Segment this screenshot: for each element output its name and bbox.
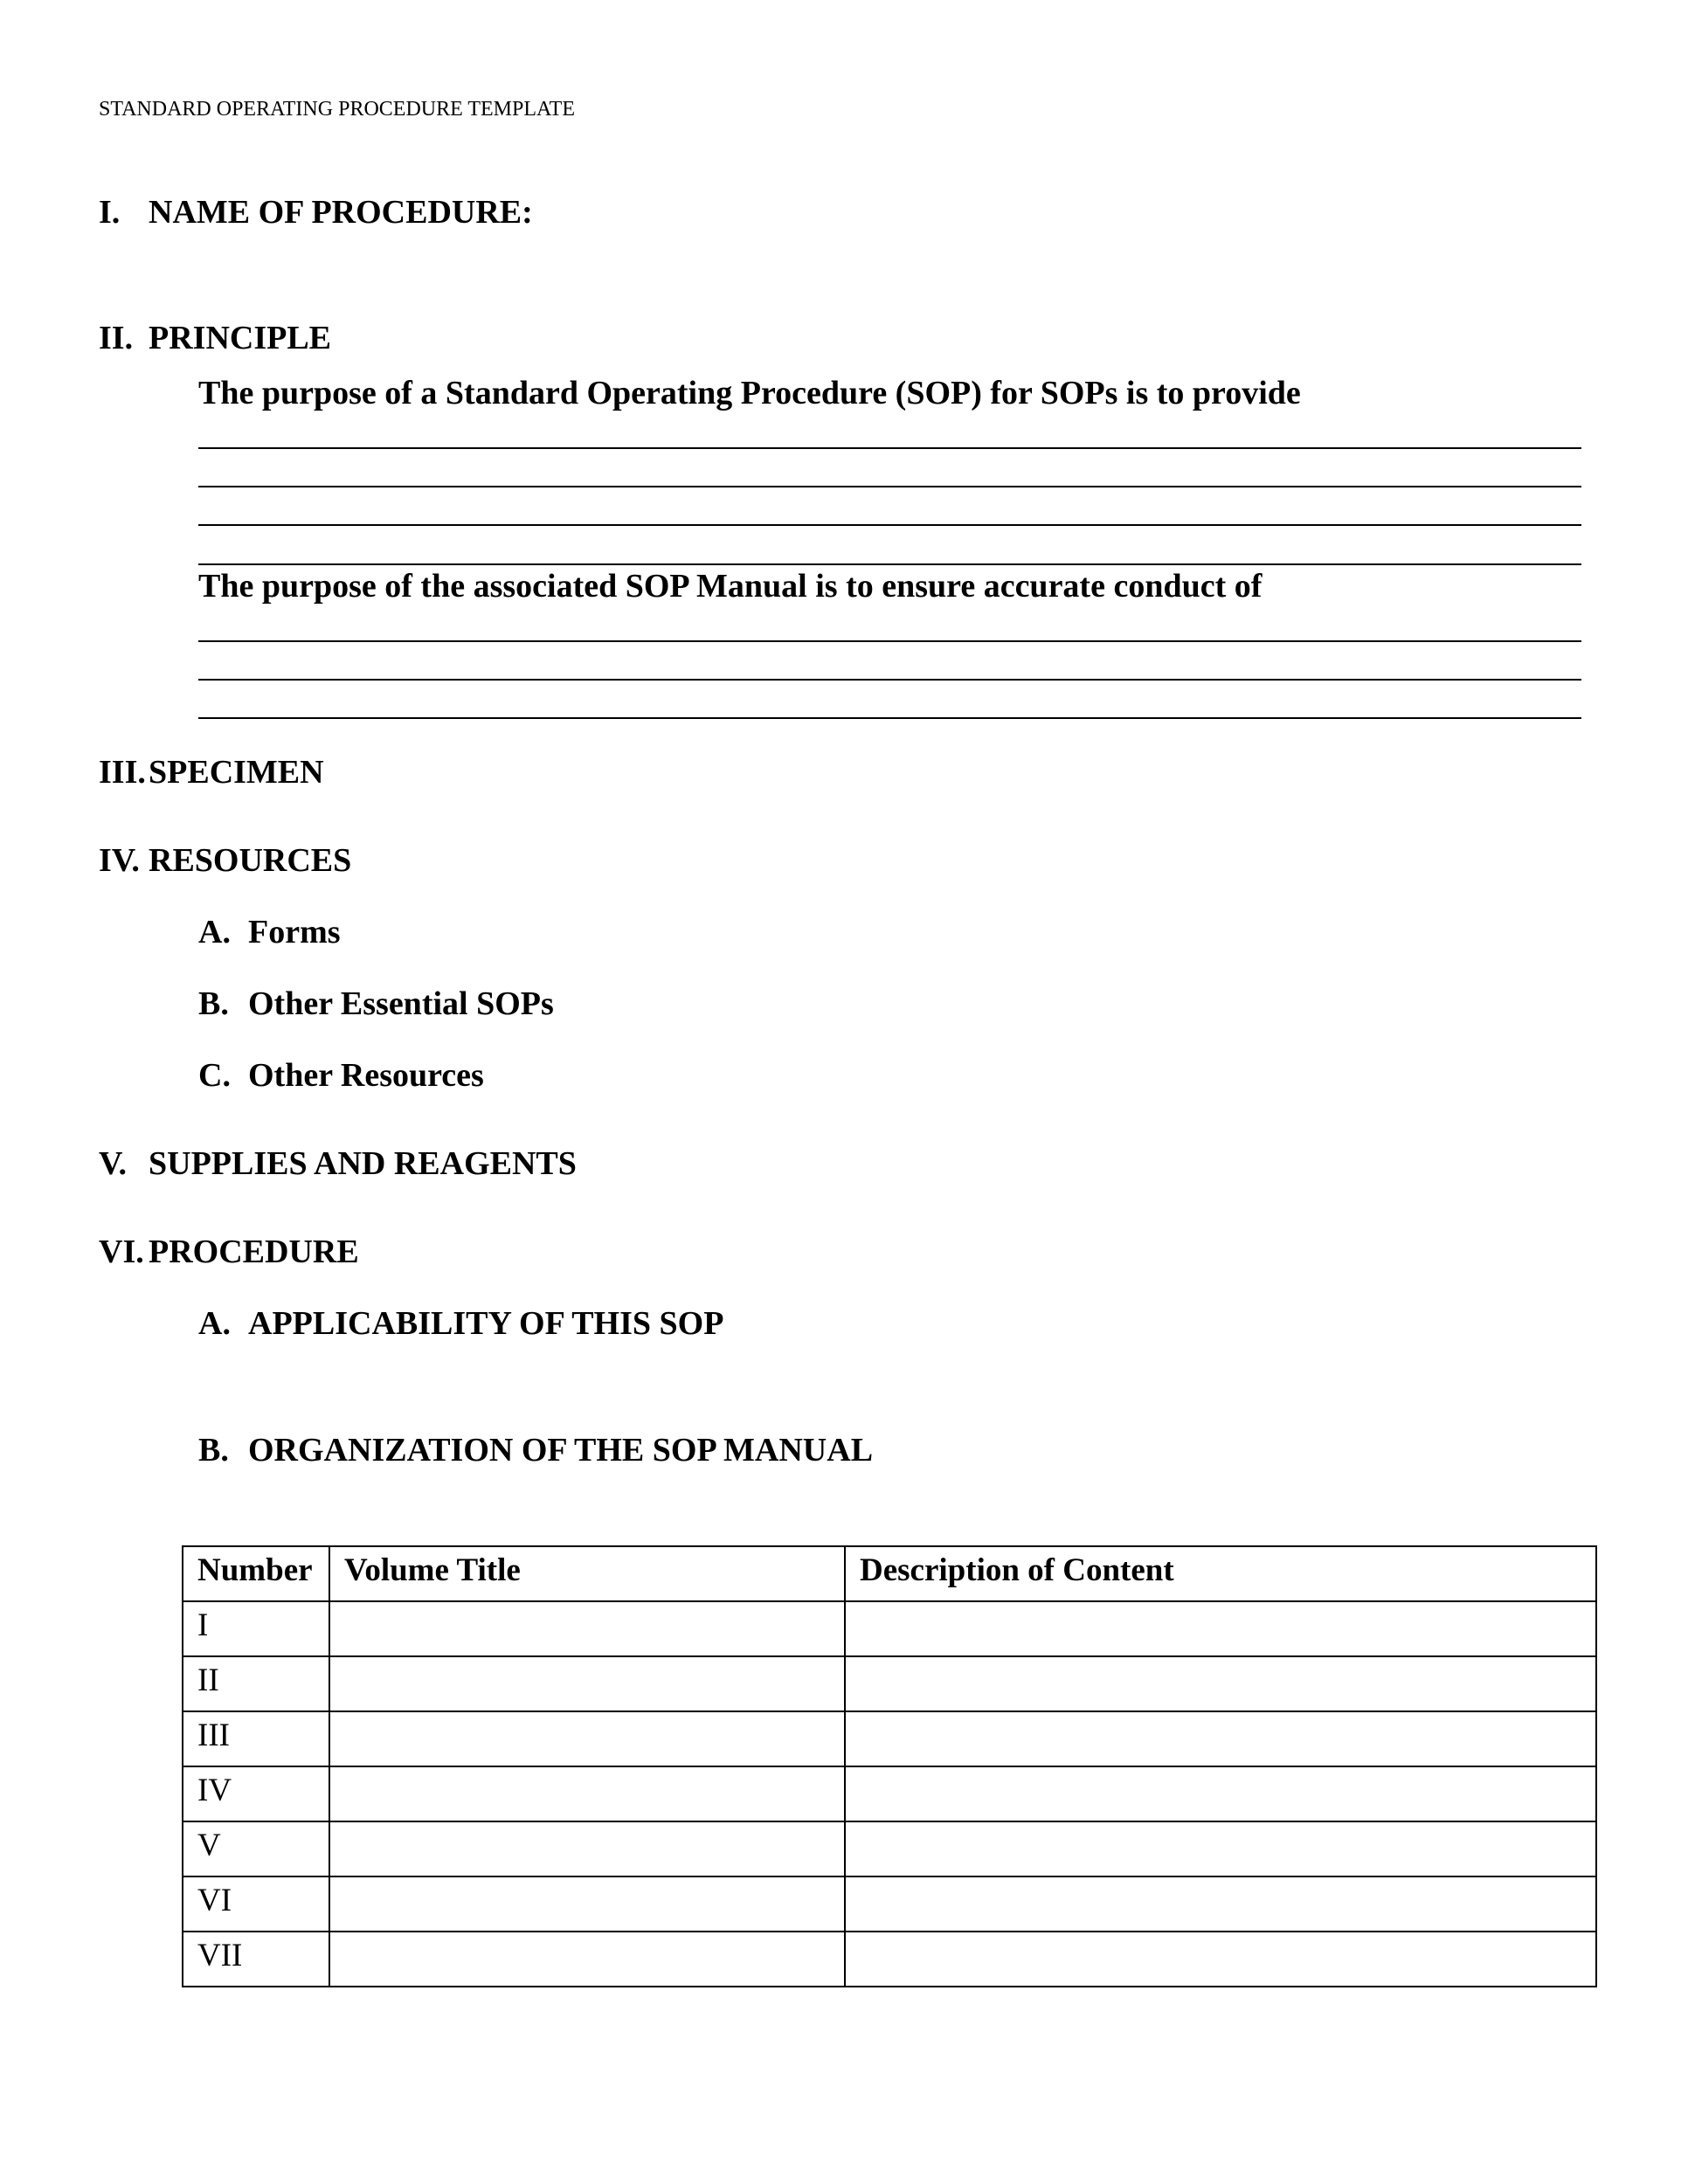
section-number: II. (99, 320, 134, 356)
section-title: RESOURCES (149, 842, 352, 879)
blank-fill-line[interactable] (198, 486, 1581, 487)
table-row (183, 1821, 1596, 1876)
cell-volume-title[interactable] (329, 1821, 845, 1876)
table-row (183, 1766, 1596, 1821)
cell-description[interactable] (845, 1876, 1596, 1932)
cell-description[interactable] (845, 1601, 1596, 1656)
section-title: PRINCIPLE (149, 320, 332, 356)
cell-volume-title[interactable] (329, 1601, 845, 1656)
item-title: ORGANIZATION OF THE SOP MANUAL (248, 1432, 874, 1469)
cell-description[interactable] (845, 1711, 1596, 1766)
column-header-number: Number (183, 1546, 329, 1601)
principle-paragraph-1: The purpose of a Standard Operating Procedure (SOP) for SOPs is to provide (198, 375, 1301, 411)
blank-fill-line[interactable] (198, 447, 1581, 449)
table-row (183, 1876, 1596, 1932)
section-supplies-and-reagents (99, 1144, 577, 1183)
cell-description[interactable] (845, 1821, 1596, 1876)
cell-volume-title[interactable] (329, 1656, 845, 1711)
item-title: Other Resources (248, 1057, 484, 1094)
item-title: Other Essential SOPs (248, 985, 554, 1022)
item-letter: C. (198, 1057, 231, 1094)
section-specimen (99, 753, 324, 791)
cell-number: II (183, 1656, 329, 1711)
procedure-organization (198, 1431, 873, 1469)
section-title: PROCEDURE (149, 1234, 359, 1270)
resource-other-resources (198, 1056, 484, 1095)
cell-description[interactable] (845, 1766, 1596, 1821)
cell-number: I (183, 1601, 329, 1656)
blank-fill-line[interactable] (198, 717, 1581, 719)
item-letter: B. (198, 985, 229, 1022)
column-header-description: Description of Content (845, 1546, 1596, 1601)
item-letter: A. (198, 1305, 231, 1342)
cell-volume-title[interactable] (329, 1932, 845, 1987)
column-header-volume-title: Volume Title (329, 1546, 845, 1601)
cell-description[interactable] (845, 1656, 1596, 1711)
cell-number: IV (183, 1766, 329, 1821)
cell-volume-title[interactable] (329, 1766, 845, 1821)
section-number: III. (99, 754, 146, 791)
cell-number: III (183, 1711, 329, 1766)
blank-fill-line[interactable] (198, 524, 1581, 526)
item-title: APPLICABILITY OF THIS SOP (248, 1305, 724, 1342)
blank-fill-line[interactable] (198, 640, 1581, 642)
section-number: VI. (99, 1234, 144, 1270)
cell-number: VII (183, 1932, 329, 1987)
table-header-row (183, 1546, 1596, 1601)
cell-description[interactable] (845, 1932, 1596, 1987)
section-number: IV. (99, 842, 140, 879)
section-title: SUPPLIES AND REAGENTS (149, 1145, 577, 1182)
procedure-applicability (198, 1304, 723, 1343)
blank-fill-line[interactable] (198, 679, 1581, 681)
item-title: Forms (248, 914, 341, 950)
section-procedure (99, 1233, 359, 1271)
section-principle (99, 319, 331, 357)
item-letter: B. (198, 1432, 229, 1469)
cell-number: V (183, 1821, 329, 1876)
principle-paragraph-2: The purpose of the associated SOP Manual is to ensure accurate conduct of (198, 568, 1263, 605)
resource-other-essential-sops (198, 985, 554, 1023)
section-title: NAME OF PROCEDURE: (149, 194, 533, 231)
cell-number: VI (183, 1876, 329, 1932)
sop-manual-table (182, 1545, 1597, 1987)
item-letter: A. (198, 914, 231, 950)
section-number: V. (99, 1145, 128, 1182)
section-name-of-procedure (99, 193, 533, 232)
section-resources (99, 841, 351, 880)
section-number: I. (99, 194, 121, 231)
table-row (183, 1932, 1596, 1987)
table-row (183, 1656, 1596, 1711)
resource-forms (198, 913, 341, 951)
table-row (183, 1601, 1596, 1656)
cell-volume-title[interactable] (329, 1876, 845, 1932)
blank-fill-line[interactable] (198, 563, 1581, 565)
cell-volume-title[interactable] (329, 1711, 845, 1766)
document-header: STANDARD OPERATING PROCEDURE TEMPLATE (99, 98, 576, 121)
table-row (183, 1711, 1596, 1766)
section-title: SPECIMEN (149, 754, 324, 791)
